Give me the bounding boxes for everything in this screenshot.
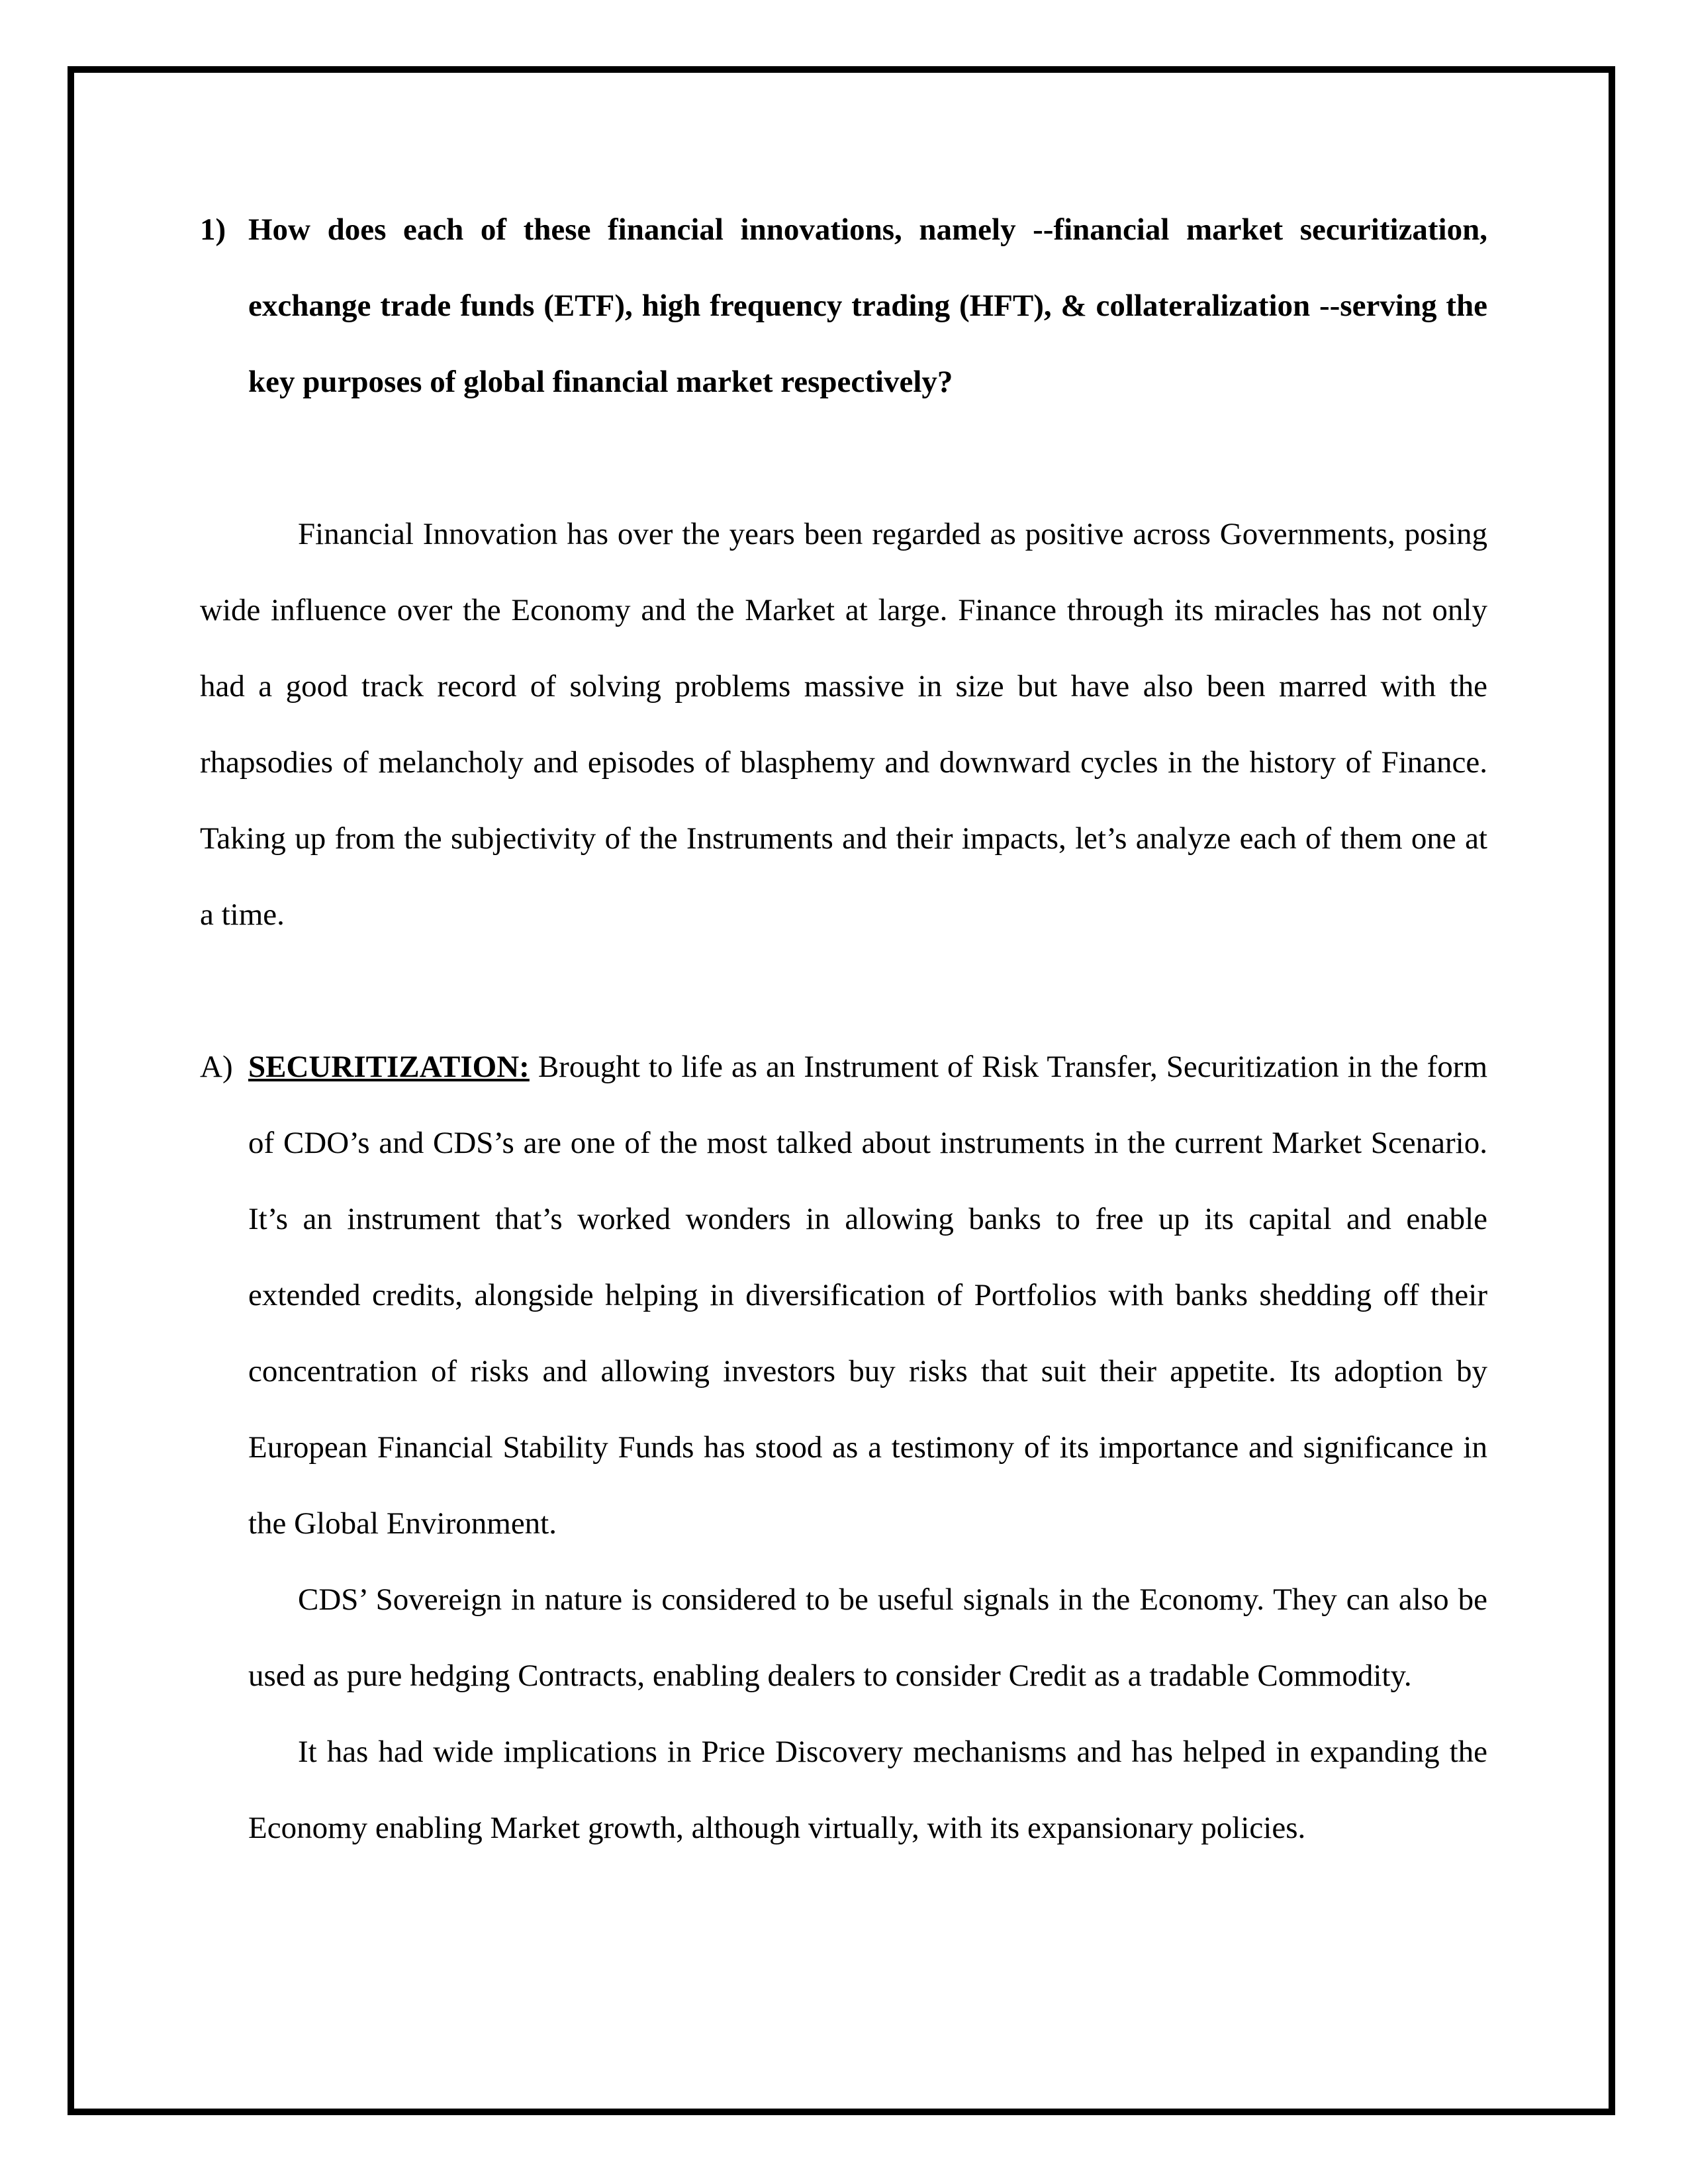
section-paragraph-1 [248, 1029, 1487, 1562]
question-item [200, 192, 1487, 420]
section-heading: SECURITIZATION: [248, 1050, 530, 1084]
section-paragraph-1-text: Brought to life as an Instrument of Risk Transfer, Securitization in the form of CDO’s and CDS’s are one of the most talked about instruments in the current Market Scenario. It’s an instrument that’s worked wonders in allowing banks to free up its capital and enable extended credits, alongside helping in diversification of Portfolios with banks shedding off their concentration of risks and allowing investors buy risks that suit their appetite. Its adoption by European Financial Stability Funds has stood as a testimony of its importance and significance in the Global Environment. [248, 1050, 1488, 1541]
intro-paragraph: Financial Innovation has over the years been regarded as positive across Governments, posing wide influence over the Economy and the Market at large. Finance through its miracles has not only had a good track record of solving problems massive in size but have also been marred with the rhapsodies of melancholy and episodes of blasphemy and downward cycles in the history of Finance. Taking up from the subjectivity of the Instruments and their impacts, let’s analyze each of them one at a time. [200, 517, 1487, 932]
question-text: How does each of these financial innovations, namely --financial market securitization, exchange trade funds (ETF), high frequency trading (HFT), & collateralization --serving the key purposes of global financial market respectively? [248, 212, 1487, 399]
question-number: 1) [200, 212, 226, 247]
section-paragraph-3: It has had wide implications in Price Discovery mechanisms and has helped in expanding the Economy enabling Market growth, although virtually, with its expansionary policies. [248, 1735, 1487, 1845]
section-securitization [200, 1029, 1487, 1866]
document-body [200, 192, 1487, 1866]
section-marker: A) [200, 1050, 233, 1084]
section-paragraph-2: CDS’ Sovereign in nature is considered to be useful signals in the Economy. They can also be used as pure hedging Contracts, enabling dealers to consider Credit as a tradable Commodity. [248, 1582, 1487, 1693]
